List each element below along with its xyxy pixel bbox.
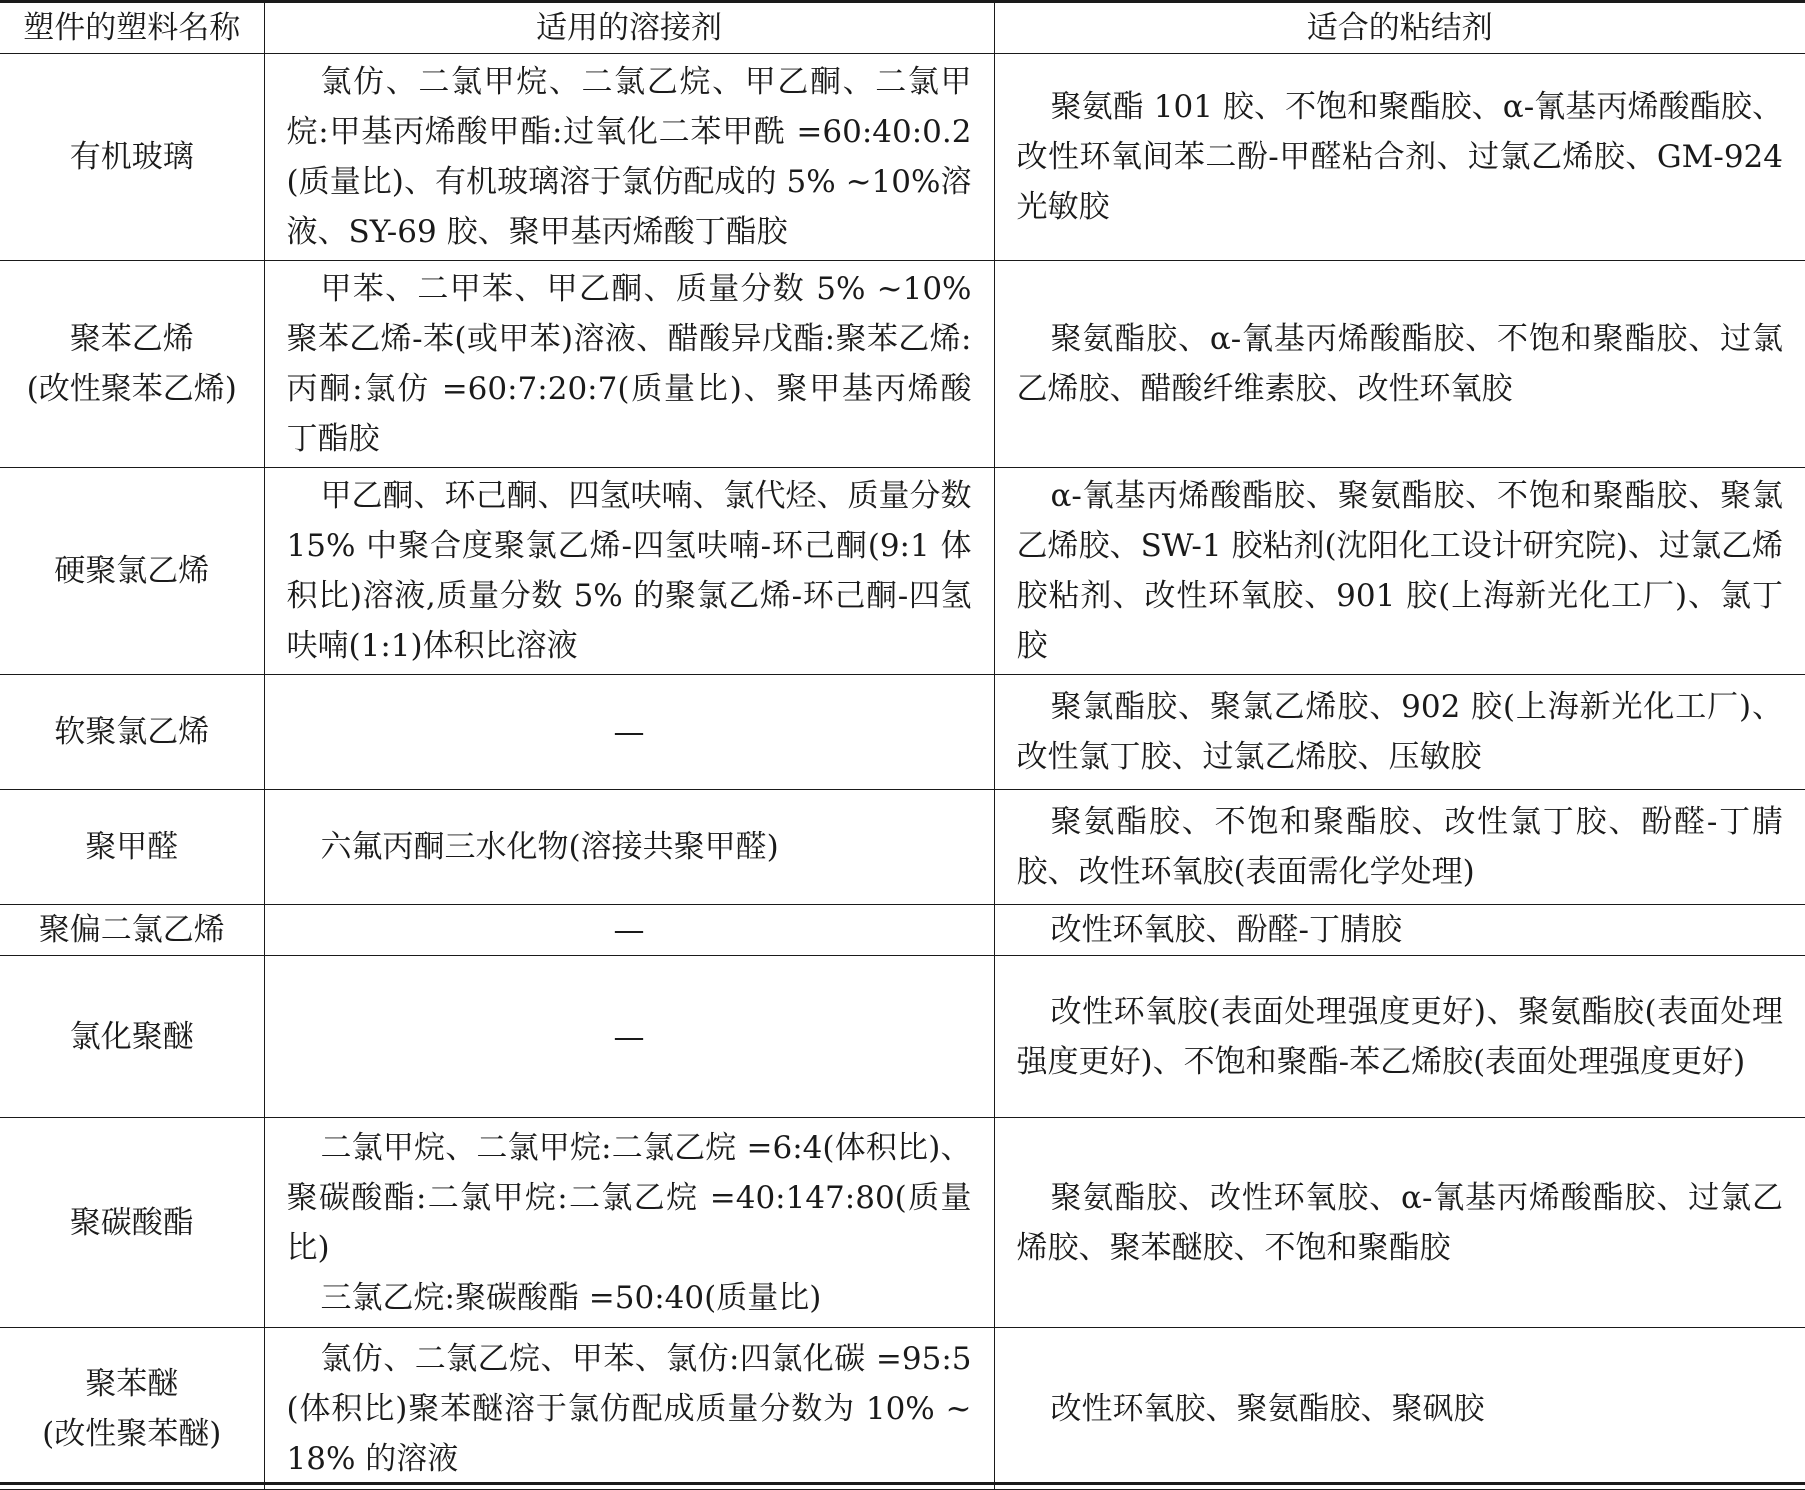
table-header-row	[0, 3, 1805, 54]
adhesive-cell	[994, 261, 1805, 468]
table-row	[0, 956, 1805, 1118]
header-adhesive: 适合的粘结剂	[994, 3, 1805, 54]
plastic-name-cell: 聚甲醛	[0, 790, 264, 905]
solvent-text: 氯仿、二氯甲烷、二氯乙烷、甲乙酮、二氯甲烷:甲基丙烯酸甲酯:过氧化二苯甲酰 =60:40:0.2(质量比)、有机玻璃溶于氯仿配成的 5% ~10%溶液、SY-69 胶、聚甲基丙烯酸丁酯胶	[286, 64, 972, 250]
solvent-text: 甲苯、二甲苯、甲乙酮、质量分数 5% ~10% 聚苯乙烯-苯(或甲苯)溶液、醋酸异戊酯:聚苯乙烯:丙酮:氯仿 =60:7:20:7(质量比)、聚甲基丙烯酸丁酯胶	[286, 271, 972, 457]
table-row	[0, 54, 1805, 261]
adhesive-cell	[994, 468, 1805, 675]
solvent-text: 六氟丙酮三水化物(溶接共聚甲醛)	[320, 829, 779, 865]
plastic-name-subline: (改性聚苯乙烯)	[26, 371, 237, 407]
solvent-cell	[264, 261, 994, 468]
solvent-cell-empty: —	[264, 956, 994, 1118]
plastic-name-cell: 氯化聚醚	[0, 956, 264, 1118]
adhesive-text: 聚氨酯胶、α-氰基丙烯酸酯胶、不饱和聚酯胶、过氯乙烯胶、醋酸纤维素胶、改性环氧胶	[1016, 321, 1783, 407]
table-row	[0, 261, 1805, 468]
plastics-adhesive-table	[0, 3, 1805, 1490]
adhesive-cell	[994, 905, 1805, 956]
plastic-name-cell	[0, 261, 264, 468]
solvent-text: 甲乙酮、环己酮、四氢呋喃、氯代烃、质量分数 15% 中聚合度聚氯乙烯-四氢呋喃-环己酮(9:1 体积比)溶液,质量分数 5% 的聚氯乙烯-环己酮-四氢呋喃(1:1)体积比溶液	[286, 478, 972, 664]
adhesive-text: 改性环氧胶(表面处理强度更好)、聚氨酯胶(表面处理强度更好)、不饱和聚酯-苯乙烯胶(表面处理强度更好)	[1016, 993, 1783, 1080]
adhesive-cell	[994, 54, 1805, 261]
table-row	[0, 1328, 1805, 1490]
solvent-cell	[264, 54, 994, 261]
adhesive-cell	[994, 956, 1805, 1118]
plastic-name-line: 聚苯乙烯	[69, 321, 194, 357]
plastic-name-cell: 软聚氯乙烯	[0, 675, 264, 790]
solvent-cell-empty: —	[264, 675, 994, 790]
adhesive-cell	[994, 675, 1805, 790]
plastic-name-cell: 有机玻璃	[0, 54, 264, 261]
solvent-text-second: 三氯乙烷:聚碳酸酯 =50:40(质量比)	[320, 1279, 822, 1316]
plastic-name-cell: 聚碳酸酯	[0, 1118, 264, 1328]
plastic-name-subline: (改性聚苯醚)	[42, 1415, 222, 1452]
table-row	[0, 468, 1805, 675]
solvent-cell	[264, 468, 994, 675]
plastic-name-cell: 聚偏二氯乙烯	[0, 905, 264, 956]
adhesive-cell	[994, 1118, 1805, 1328]
adhesive-text: 聚氨酯胶、改性环氧胶、α-氰基丙烯酸酯胶、过氯乙烯胶、聚苯醚胶、不饱和聚酯胶	[1016, 1179, 1783, 1266]
solvent-cell	[264, 1118, 994, 1328]
table-row	[0, 675, 1805, 790]
table-row	[0, 905, 1805, 956]
solvent-cell	[264, 790, 994, 905]
solvent-text: 氯仿、二氯乙烷、甲苯、氯仿:四氯化碳 =95:5(体积比)聚苯醚溶于氯仿配成质量分数为 10% ~18% 的溶液	[286, 1340, 972, 1477]
solvent-cell	[264, 1328, 994, 1490]
table-row	[0, 1118, 1805, 1328]
adhesive-text: 聚氯酯胶、聚氯乙烯胶、902 胶(上海新光化工厂)、改性氯丁胶、过氯乙烯胶、压敏胶	[1016, 689, 1783, 775]
solvent-text: 二氯甲烷、二氯甲烷:二氯乙烷 =6:4(体积比)、聚碳酸酯:二氯甲烷:二氯乙烷 =40:147:80(质量比)	[286, 1129, 972, 1266]
adhesive-text: 聚氨酯 101 胶、不饱和聚酯胶、α-氰基丙烯酸酯胶、改性环氧间苯二酚-甲醛粘合剂、过氯乙烯胶、GM-924 光敏胶	[1016, 89, 1783, 225]
adhesive-text: α-氰基丙烯酸酯胶、聚氨酯胶、不饱和聚酯胶、聚氯乙烯胶、SW-1 胶粘剂(沈阳化工设计研究院)、过氯乙烯胶粘剂、改性环氧胶、901 胶(上海新光化工厂)、氯丁胶	[1016, 478, 1783, 664]
adhesive-text: 聚氨酯胶、不饱和聚酯胶、改性氯丁胶、酚醛-丁腈胶、改性环氧胶(表面需化学处理)	[1016, 804, 1783, 890]
header-solvent: 适用的溶接剂	[264, 3, 994, 54]
header-plastic-name: 塑件的塑料名称	[0, 3, 264, 54]
plastic-name-line: 聚苯醚	[85, 1365, 179, 1402]
plastic-name-cell	[0, 1328, 264, 1490]
plastic-name-cell: 硬聚氯乙烯	[0, 468, 264, 675]
solvent-cell-empty: —	[264, 905, 994, 956]
adhesive-cell	[994, 1328, 1805, 1490]
adhesive-text: 改性环氧胶、聚氨酯胶、聚砜胶	[1050, 1390, 1485, 1427]
adhesive-text: 改性环氧胶、酚醛-丁腈胶	[1050, 912, 1402, 948]
adhesive-cell	[994, 790, 1805, 905]
table-row	[0, 790, 1805, 905]
